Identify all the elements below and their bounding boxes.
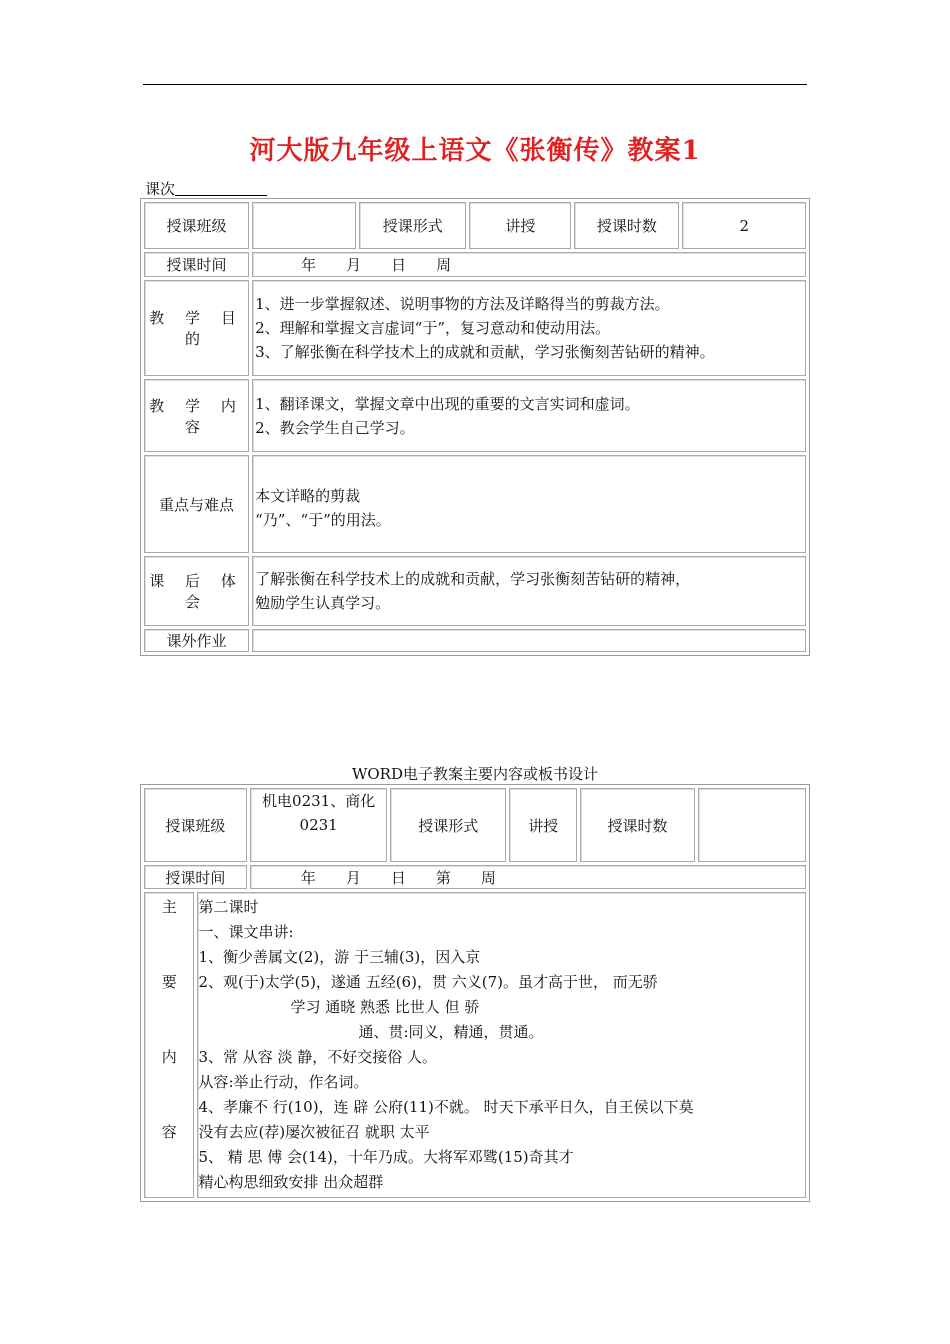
- form-value-2: 讲授: [509, 788, 577, 862]
- form-value: 讲授: [469, 202, 571, 249]
- reflect-content: [252, 556, 806, 626]
- class-value-2: [250, 788, 388, 862]
- key-label: 重点与难点: [144, 455, 249, 553]
- class-value-line: 机电0231、商化: [262, 792, 376, 810]
- goal-label: 教 学 目 的: [144, 280, 249, 376]
- class-value-line: 0231: [299, 816, 338, 834]
- main-label-char: 内: [161, 1048, 177, 1066]
- class-label-2: 授课班级: [144, 788, 247, 862]
- lesson-number-field: [145, 178, 267, 199]
- content-line: 从容:举止行动，作名词。: [198, 1073, 369, 1091]
- time-label-2: 授课时间: [144, 865, 247, 889]
- content-line: 2、观(于)太学(5)，遂通 五经(6)，贯 六义(7)。虽才高于世， 而无骄: [198, 973, 658, 991]
- content-label: 教 学 内 容: [144, 379, 249, 452]
- lesson-number-blank: [175, 181, 267, 196]
- main-label-char: 主: [161, 898, 177, 916]
- board-design-table: [140, 784, 810, 1202]
- hours-value: 2: [682, 202, 806, 249]
- time-value-text: 年 月 日 周: [301, 256, 452, 274]
- key-line: “乃”、“于”的用法。: [255, 511, 391, 529]
- content-line: 精心构思细致安排 出众超群: [198, 1173, 384, 1191]
- class-label: 授课班级: [144, 202, 249, 249]
- lesson-plan-table: [140, 198, 810, 656]
- content-content: [252, 379, 806, 452]
- time-label: 授课时间: [144, 252, 249, 277]
- time-value: [252, 252, 806, 277]
- gloss-line: 通、贯:同义，精通，贯通。: [358, 1023, 544, 1041]
- content-line: 第二课时: [198, 898, 259, 916]
- content-line: 3、常 从容 淡 静，不好交接俗 人。: [198, 1048, 438, 1066]
- key-line: 本文详略的剪裁: [255, 487, 361, 505]
- key-content: [252, 455, 806, 553]
- content-line: 没有去应(荐)屡次被征召 就职 太平: [198, 1123, 430, 1141]
- reflect-line: 勉励学生认真学习。: [255, 594, 391, 612]
- reflect-label: 课 后 体 会: [144, 556, 249, 626]
- homework-label: 课外作业: [144, 629, 249, 652]
- goal-line: 2、理解和掌握文言虚词“于”，复习意动和使动用法。: [255, 319, 610, 337]
- content-line: 1、衡少善属文(2)，游 于三辅(3)，因入京: [198, 948, 481, 966]
- content-line: 2、教会学生自己学习。: [255, 418, 415, 437]
- content-line: 一、课文串讲:: [198, 923, 294, 941]
- homework-value: [252, 629, 806, 652]
- content-line: 1、翻译课文，掌握文章中出现的重要的文言实词和虚词。: [255, 394, 640, 413]
- form-label: 授课形式: [359, 202, 466, 249]
- goal-line: 3、了解张衡在科学技术上的成就和贡献，学习张衡刻苦钻研的精神。: [255, 343, 715, 361]
- content-line: 5、 精 思 傅 会(14)，十年乃成。大将军邓骘(15)奇其才: [198, 1148, 574, 1166]
- hours-label: 授课时数: [574, 202, 679, 249]
- goal-line: 1、进一步掌握叙述、说明事物的方法及详略得当的剪裁方法。: [255, 295, 670, 313]
- lesson-number-label: 课次: [145, 180, 176, 198]
- board-design-title: WORD电子教案主要内容或板书设计: [351, 765, 599, 783]
- main-content-body: [197, 892, 806, 1198]
- main-label-char: 要: [161, 973, 177, 991]
- hours-value-2: [698, 788, 806, 862]
- hours-label-2: 授课时数: [580, 788, 694, 862]
- main-label-char: 容: [161, 1123, 177, 1141]
- form-label-2: 授课形式: [390, 788, 506, 862]
- class-value: [252, 202, 356, 249]
- header-rule: [143, 84, 807, 85]
- goal-content: [252, 280, 806, 376]
- reflect-line: 了解张衡在科学技术上的成就和贡献，学习张衡刻苦钻研的精神，: [255, 570, 691, 588]
- page-title: 河大版九年级上语文《张衡传》教案1: [249, 136, 701, 166]
- main-content-label: [144, 892, 194, 1198]
- gloss-line: 学习 通晓 熟悉 比世人 但 骄: [290, 998, 480, 1016]
- time-value-2-text: 年 月 日 第 周: [300, 868, 496, 887]
- time-value-2: [250, 865, 806, 889]
- content-line: 4、孝廉不 行(10)，连 辟 公府(11)不就。 时天下承平日久，自王侯以下莫: [198, 1098, 694, 1116]
